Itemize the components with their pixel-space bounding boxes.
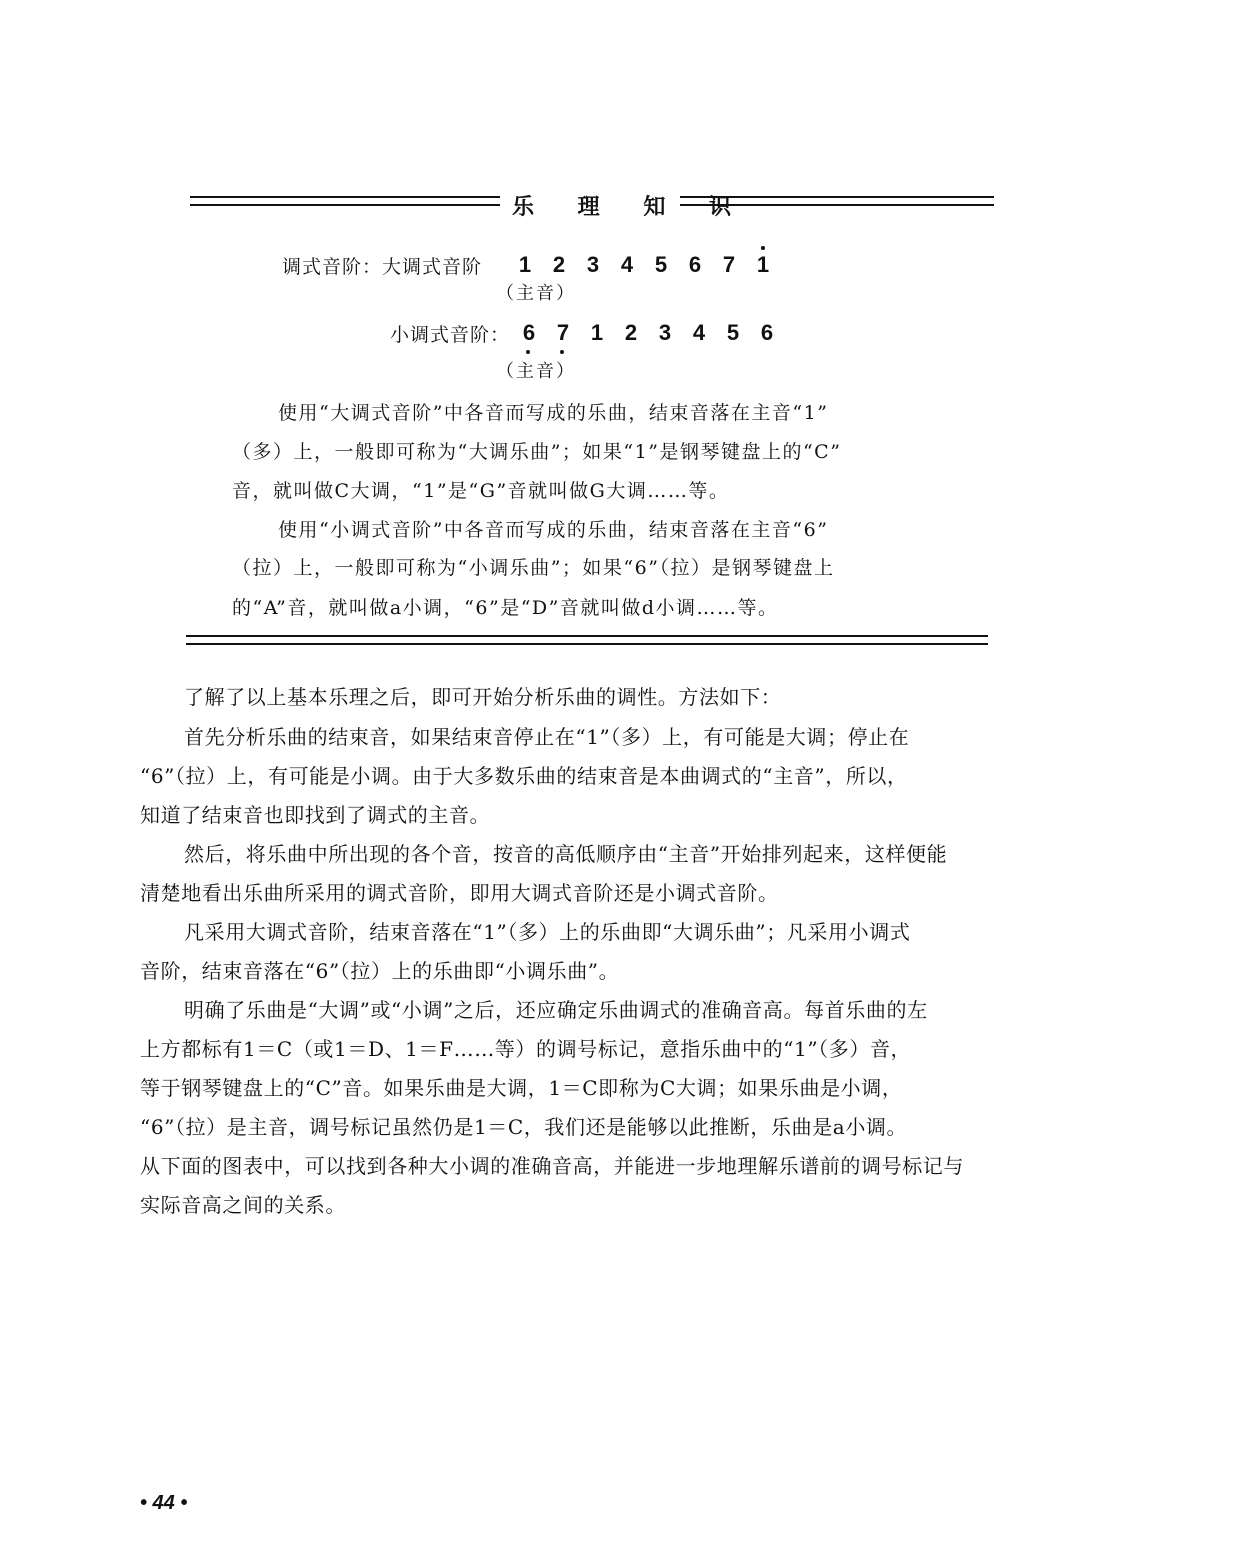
minor-note: 5 <box>726 320 740 345</box>
page-number: • 44 • <box>140 1492 188 1514</box>
body-line: 知道了结束音也即找到了调式的主音。 <box>140 803 491 827</box>
box-paragraph-line: （拉）上，一般即可称为“小调乐曲”；如果“6”（拉）是钢琴键盘上 <box>232 557 835 579</box>
minor-note: 3 <box>658 320 672 345</box>
major-tonic-label: （主音） <box>496 283 576 304</box>
minor-note: 6 <box>760 320 774 345</box>
minor-note-low-octave: 6 <box>512 320 546 346</box>
body-line: 从下面的图表中，可以找到各种大小调的准确音高，并能进一步地理解乐谱前的调号标记与 <box>140 1154 964 1178</box>
body-line: “6”（拉）是主音，调号标记虽然仍是1＝C，我们还是能够以此推断，乐曲是a小调。 <box>140 1115 908 1139</box>
body-line: 了解了以上基本乐理之后，即可开始分析乐曲的调性。方法如下： <box>184 685 782 709</box>
section-title: 乐 理 知 识 <box>512 195 749 220</box>
minor-note: 1 <box>590 320 604 345</box>
major-note: 1 <box>518 252 532 277</box>
header-rule-left <box>190 196 500 206</box>
major-note: 6 <box>688 252 702 277</box>
major-scale-notes <box>508 252 780 278</box>
minor-note: 2 <box>624 320 638 345</box>
major-note-high-octave: 1 <box>746 252 780 278</box>
box-paragraph-line: 使用“大调式音阶”中各音而写成的乐曲，结束音落在主音“1” <box>278 402 829 424</box>
body-line: 实际音高之间的关系。 <box>140 1193 346 1217</box>
major-note: 4 <box>620 252 634 277</box>
body-line: “6”（拉）上，有可能是小调。由于大多数乐曲的结束音是本曲调式的“主音”，所以， <box>140 764 908 788</box>
major-scale-label: 调式音阶：大调式音阶 <box>282 256 483 278</box>
body-line: 清楚地看出乐曲所采用的调式音阶，即用大调式音阶还是小调式音阶。 <box>140 881 779 905</box>
minor-note-low-octave: 7 <box>546 320 580 346</box>
body-line: 音阶，结束音落在“6”（拉）上的乐曲即“小调乐曲”。 <box>140 959 620 983</box>
body-line: 凡采用大调式音阶，结束音落在“1”（多）上的乐曲即“大调乐曲”；凡采用小调式 <box>184 920 911 944</box>
body-line: 上方都标有1＝C（或1＝D、1＝F……等）的调号标记，意指乐曲中的“1”（多）音， <box>140 1037 912 1061</box>
minor-tonic-label: （主音） <box>496 361 576 382</box>
box-paragraph-line: 使用“小调式音阶”中各音而写成的乐曲，结束音落在主音“6” <box>278 519 829 541</box>
major-note: 7 <box>722 252 736 277</box>
box-paragraph-line: （多）上，一般即可称为“大调乐曲”；如果“1”是钢琴键盘上的“C” <box>232 441 842 463</box>
minor-scale-notes <box>512 320 784 346</box>
body-line: 首先分析乐曲的结束音，如果结束音停止在“1”（多）上，有可能是大调；停止在 <box>184 725 910 749</box>
major-note: 2 <box>552 252 566 277</box>
minor-scale-label: 小调式音阶： <box>390 324 511 346</box>
body-line: 然后，将乐曲中所出现的各个音，按音的高低顺序由“主音”开始排列起来，这样便能 <box>184 842 948 866</box>
body-line: 明确了乐曲是“大调”或“小调”之后，还应确定乐曲调式的准确音高。每首乐曲的左 <box>184 998 928 1022</box>
box-bottom-rule <box>186 635 988 645</box>
major-note: 3 <box>586 252 600 277</box>
minor-note: 4 <box>692 320 706 345</box>
box-paragraph-line: 音，就叫做C大调，“1”是“G”音就叫做G大调……等。 <box>232 480 730 502</box>
header-rule-right <box>680 196 994 206</box>
major-note: 5 <box>654 252 668 277</box>
body-line: 等于钢琴键盘上的“C”音。如果乐曲是大调，1＝C即称为C大调；如果乐曲是小调， <box>140 1076 903 1100</box>
box-paragraph-line: 的“A”音，就叫做a小调，“6”是“D”音就叫做d小调……等。 <box>232 597 779 619</box>
